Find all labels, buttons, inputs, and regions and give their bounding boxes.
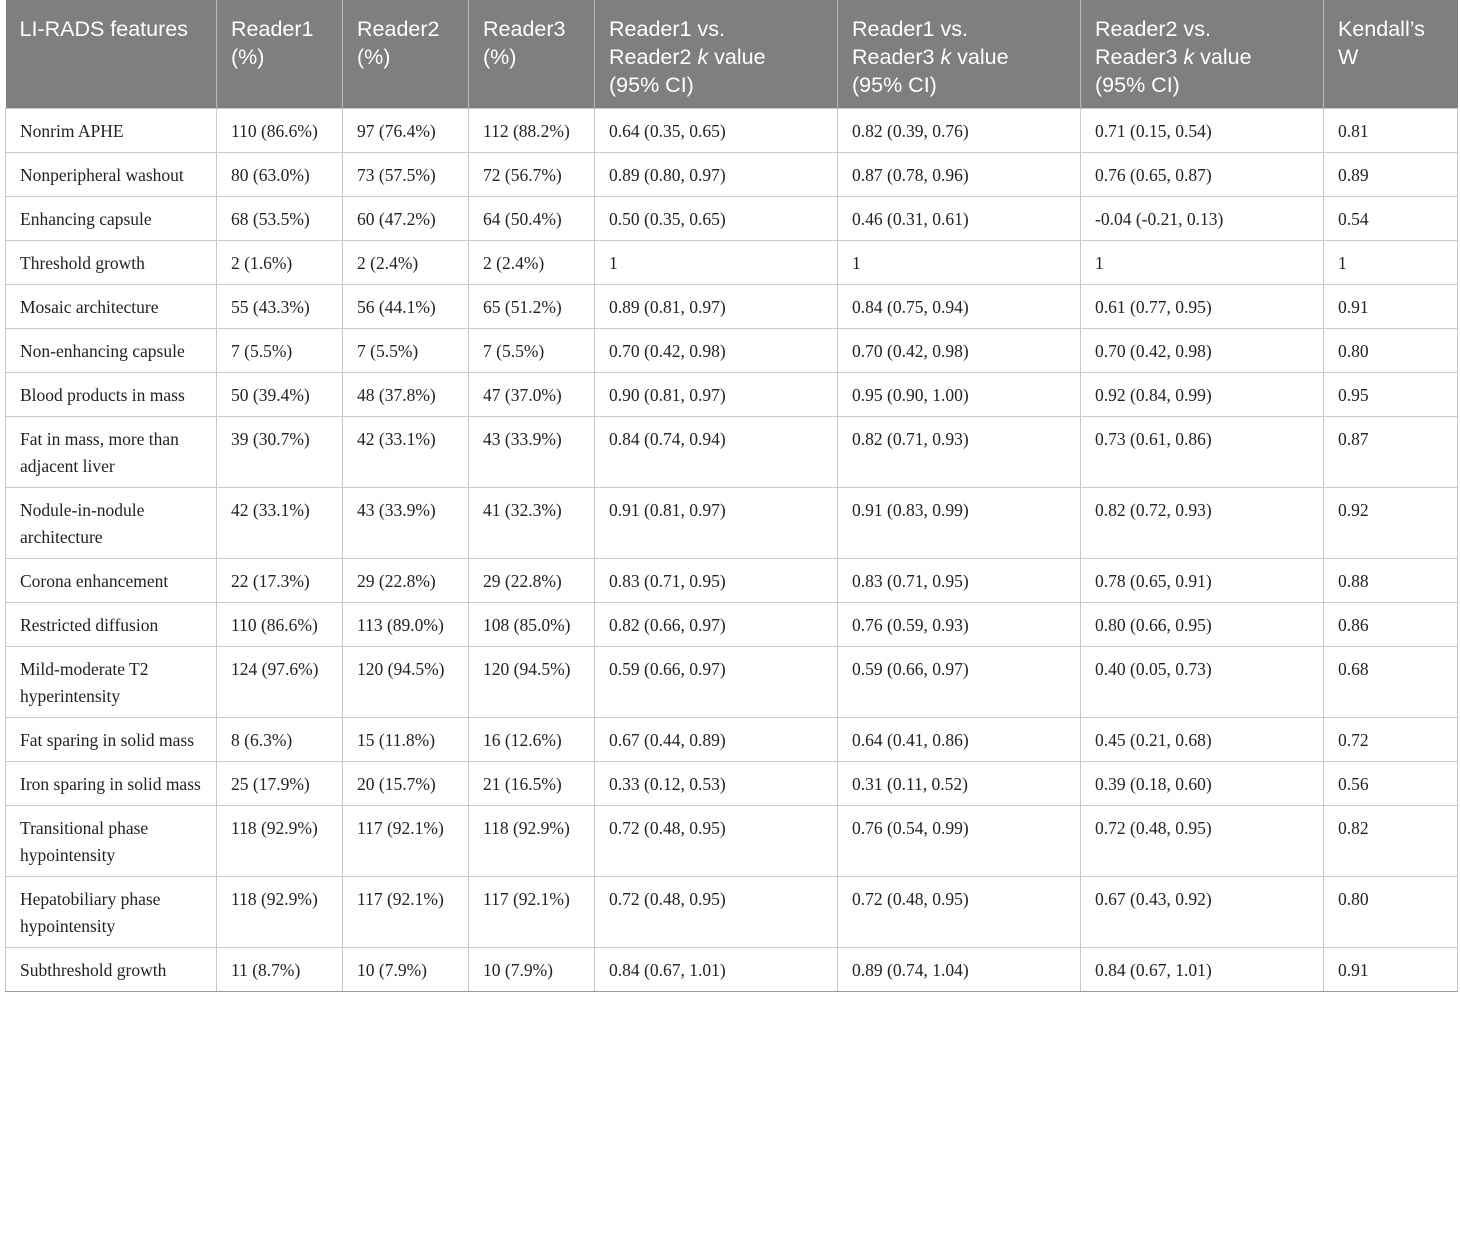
kappa-r1-r3-cell: 0.91 (0.83, 0.99) <box>838 488 1081 559</box>
kappa-r2-r3-cell: 0.78 (0.65, 0.91) <box>1081 559 1324 603</box>
feature-cell: Transitional phase hypointensity <box>6 806 217 877</box>
reader2-cell: 20 (15.7%) <box>343 762 469 806</box>
kappa-r1-r3-cell: 0.76 (0.54, 0.99) <box>838 806 1081 877</box>
reader2-cell: 10 (7.9%) <box>343 948 469 992</box>
table-row <box>6 153 1458 197</box>
feature-cell: Mosaic architecture <box>6 285 217 329</box>
kappa-r1-r2-cell: 1 <box>595 241 838 285</box>
kappa-r2-r3-cell: 0.80 (0.66, 0.95) <box>1081 603 1324 647</box>
reader2-cell: 7 (5.5%) <box>343 329 469 373</box>
header-reader2 <box>343 0 469 109</box>
reader1-cell: 7 (5.5%) <box>217 329 343 373</box>
reader3-cell: 47 (37.0%) <box>469 373 595 417</box>
kendalls-w-cell: 0.68 <box>1324 647 1458 718</box>
feature-cell: Corona enhancement <box>6 559 217 603</box>
reader3-cell: 117 (92.1%) <box>469 877 595 948</box>
reader3-cell: 112 (88.2%) <box>469 109 595 153</box>
feature-cell: Mild-moderate T2 hyperintensity <box>6 647 217 718</box>
kendalls-w-cell: 0.86 <box>1324 603 1458 647</box>
reader1-cell: 55 (43.3%) <box>217 285 343 329</box>
header-row <box>6 0 1458 109</box>
reader2-cell: 117 (92.1%) <box>343 806 469 877</box>
kendalls-w-cell: 0.80 <box>1324 877 1458 948</box>
table-body <box>6 109 1458 992</box>
table-row <box>6 373 1458 417</box>
kappa-r2-r3-cell: 0.67 (0.43, 0.92) <box>1081 877 1324 948</box>
kappa-r1-r2-cell: 0.33 (0.12, 0.53) <box>595 762 838 806</box>
header-text: value <box>708 45 766 69</box>
kappa-r1-r3-cell: 0.89 (0.74, 1.04) <box>838 948 1081 992</box>
kappa-r2-r3-cell: 1 <box>1081 241 1324 285</box>
kappa-r1-r3-cell: 0.84 (0.75, 0.94) <box>838 285 1081 329</box>
table-row <box>6 417 1458 488</box>
reader3-cell: 64 (50.4%) <box>469 197 595 241</box>
kappa-r1-r2-cell: 0.89 (0.81, 0.97) <box>595 285 838 329</box>
reader1-cell: 39 (30.7%) <box>217 417 343 488</box>
kappa-r1-r3-cell: 0.76 (0.59, 0.93) <box>838 603 1081 647</box>
kendalls-w-cell: 0.82 <box>1324 806 1458 877</box>
table-row <box>6 197 1458 241</box>
kappa-r2-r3-cell: 0.61 (0.77, 0.95) <box>1081 285 1324 329</box>
kappa-r2-r3-cell: 0.40 (0.05, 0.73) <box>1081 647 1324 718</box>
table-row <box>6 647 1458 718</box>
feature-cell: Fat sparing in solid mass <box>6 718 217 762</box>
reader1-cell: 50 (39.4%) <box>217 373 343 417</box>
header-reader3 <box>469 0 595 109</box>
kappa-r1-r3-cell: 0.46 (0.31, 0.61) <box>838 197 1081 241</box>
reader1-cell: 80 (63.0%) <box>217 153 343 197</box>
header-text: W <box>1338 45 1359 69</box>
header-text: Reader1 vs. <box>609 17 725 41</box>
kendalls-w-cell: 0.95 <box>1324 373 1458 417</box>
kappa-r1-r3-cell: 0.64 (0.41, 0.86) <box>838 718 1081 762</box>
feature-cell: Hepatobiliary phase hypointensity <box>6 877 217 948</box>
table-row <box>6 285 1458 329</box>
reader3-cell: 65 (51.2%) <box>469 285 595 329</box>
kendalls-w-cell: 0.81 <box>1324 109 1458 153</box>
header-li-rads-features <box>6 0 217 109</box>
header-text: (95% CI) <box>1095 73 1180 97</box>
header-text: (95% CI) <box>609 73 694 97</box>
kappa-r1-r3-cell: 0.31 (0.11, 0.52) <box>838 762 1081 806</box>
table-row <box>6 603 1458 647</box>
reader3-cell: 41 (32.3%) <box>469 488 595 559</box>
reader3-cell: 21 (16.5%) <box>469 762 595 806</box>
reader2-cell: 73 (57.5%) <box>343 153 469 197</box>
kappa-r1-r2-cell: 0.64 (0.35, 0.65) <box>595 109 838 153</box>
reader2-cell: 48 (37.8%) <box>343 373 469 417</box>
header-kappa-symbol: k <box>1183 45 1195 69</box>
kendalls-w-cell: 1 <box>1324 241 1458 285</box>
feature-cell: Blood products in mass <box>6 373 217 417</box>
header-text: value <box>1194 45 1252 69</box>
kappa-r1-r3-cell: 1 <box>838 241 1081 285</box>
kappa-r2-r3-cell: 0.39 (0.18, 0.60) <box>1081 762 1324 806</box>
reader1-cell: 118 (92.9%) <box>217 877 343 948</box>
reader2-cell: 43 (33.9%) <box>343 488 469 559</box>
kappa-r2-r3-cell: 0.82 (0.72, 0.93) <box>1081 488 1324 559</box>
table-header <box>6 0 1458 109</box>
kappa-r1-r3-cell: 0.72 (0.48, 0.95) <box>838 877 1081 948</box>
kappa-r2-r3-cell: 0.45 (0.21, 0.68) <box>1081 718 1324 762</box>
reader1-cell: 42 (33.1%) <box>217 488 343 559</box>
kappa-r1-r2-cell: 0.83 (0.71, 0.95) <box>595 559 838 603</box>
feature-cell: Threshold growth <box>6 241 217 285</box>
reader1-cell: 25 (17.9%) <box>217 762 343 806</box>
kappa-r1-r3-cell: 0.87 (0.78, 0.96) <box>838 153 1081 197</box>
reader2-cell: 117 (92.1%) <box>343 877 469 948</box>
table-row <box>6 806 1458 877</box>
reader2-cell: 56 (44.1%) <box>343 285 469 329</box>
header-text: Reader2 <box>357 17 440 41</box>
header-text: Reader2 <box>609 45 698 69</box>
reader2-cell: 120 (94.5%) <box>343 647 469 718</box>
kappa-r1-r2-cell: 0.72 (0.48, 0.95) <box>595 877 838 948</box>
kappa-r1-r3-cell: 0.95 (0.90, 1.00) <box>838 373 1081 417</box>
kappa-r2-r3-cell: 0.92 (0.84, 0.99) <box>1081 373 1324 417</box>
header-text: (%) <box>231 45 265 69</box>
kappa-r1-r2-cell: 0.67 (0.44, 0.89) <box>595 718 838 762</box>
header-kappa-symbol: k <box>697 45 709 69</box>
kappa-r1-r3-cell: 0.59 (0.66, 0.97) <box>838 647 1081 718</box>
kendalls-w-cell: 0.72 <box>1324 718 1458 762</box>
header-reader1-vs-reader3 <box>838 0 1081 109</box>
kappa-r2-r3-cell: 0.72 (0.48, 0.95) <box>1081 806 1324 877</box>
kappa-r1-r2-cell: 0.90 (0.81, 0.97) <box>595 373 838 417</box>
header-text: Reader2 vs. <box>1095 17 1211 41</box>
reader3-cell: 43 (33.9%) <box>469 417 595 488</box>
table-row <box>6 877 1458 948</box>
reader1-cell: 110 (86.6%) <box>217 603 343 647</box>
kendalls-w-cell: 0.89 <box>1324 153 1458 197</box>
kappa-r1-r3-cell: 0.82 (0.71, 0.93) <box>838 417 1081 488</box>
kendalls-w-cell: 0.91 <box>1324 285 1458 329</box>
kappa-r1-r3-cell: 0.70 (0.42, 0.98) <box>838 329 1081 373</box>
header-text: Kendall’s <box>1338 17 1425 41</box>
table-row <box>6 762 1458 806</box>
reader1-cell: 8 (6.3%) <box>217 718 343 762</box>
kappa-r1-r2-cell: 0.50 (0.35, 0.65) <box>595 197 838 241</box>
header-text: Reader3 <box>1095 45 1184 69</box>
header-text: (%) <box>357 45 391 69</box>
reader2-cell: 29 (22.8%) <box>343 559 469 603</box>
reader3-cell: 72 (56.7%) <box>469 153 595 197</box>
reader3-cell: 7 (5.5%) <box>469 329 595 373</box>
kappa-r2-r3-cell: 0.70 (0.42, 0.98) <box>1081 329 1324 373</box>
header-kendalls-w <box>1324 0 1458 109</box>
kendalls-w-cell: 0.87 <box>1324 417 1458 488</box>
kappa-r1-r3-cell: 0.83 (0.71, 0.95) <box>838 559 1081 603</box>
header-text: Reader1 <box>231 17 314 41</box>
kappa-r1-r2-cell: 0.91 (0.81, 0.97) <box>595 488 838 559</box>
li-rads-agreement-table <box>5 0 1458 992</box>
kappa-r2-r3-cell: 0.71 (0.15, 0.54) <box>1081 109 1324 153</box>
reader3-cell: 16 (12.6%) <box>469 718 595 762</box>
table-row <box>6 718 1458 762</box>
kappa-r2-r3-cell: 0.84 (0.67, 1.01) <box>1081 948 1324 992</box>
feature-cell: Nonperipheral washout <box>6 153 217 197</box>
feature-cell: Subthreshold growth <box>6 948 217 992</box>
reader1-cell: 22 (17.3%) <box>217 559 343 603</box>
reader2-cell: 113 (89.0%) <box>343 603 469 647</box>
feature-cell: Restricted diffusion <box>6 603 217 647</box>
table-row <box>6 488 1458 559</box>
kappa-r1-r2-cell: 0.89 (0.80, 0.97) <box>595 153 838 197</box>
reader1-cell: 68 (53.5%) <box>217 197 343 241</box>
reader3-cell: 120 (94.5%) <box>469 647 595 718</box>
kappa-r2-r3-cell: -0.04 (-0.21, 0.13) <box>1081 197 1324 241</box>
kappa-r1-r2-cell: 0.84 (0.67, 1.01) <box>595 948 838 992</box>
kendalls-w-cell: 0.91 <box>1324 948 1458 992</box>
feature-cell: Nonrim APHE <box>6 109 217 153</box>
reader3-cell: 10 (7.9%) <box>469 948 595 992</box>
feature-cell: Enhancing capsule <box>6 197 217 241</box>
kappa-r1-r2-cell: 0.84 (0.74, 0.94) <box>595 417 838 488</box>
header-text: LI-RADS features <box>19 17 188 41</box>
table-row <box>6 948 1458 992</box>
kappa-r2-r3-cell: 0.76 (0.65, 0.87) <box>1081 153 1324 197</box>
table-row <box>6 241 1458 285</box>
kendalls-w-cell: 0.92 <box>1324 488 1458 559</box>
kendalls-w-cell: 0.54 <box>1324 197 1458 241</box>
table-row <box>6 559 1458 603</box>
reader3-cell: 29 (22.8%) <box>469 559 595 603</box>
header-text: Reader3 <box>852 45 941 69</box>
reader1-cell: 11 (8.7%) <box>217 948 343 992</box>
feature-cell: Non-enhancing capsule <box>6 329 217 373</box>
header-reader1-vs-reader2 <box>595 0 838 109</box>
header-text: Reader3 <box>483 17 566 41</box>
header-text: (95% CI) <box>852 73 937 97</box>
reader2-cell: 60 (47.2%) <box>343 197 469 241</box>
kappa-r1-r2-cell: 0.72 (0.48, 0.95) <box>595 806 838 877</box>
kappa-r1-r3-cell: 0.82 (0.39, 0.76) <box>838 109 1081 153</box>
header-text: value <box>951 45 1009 69</box>
kappa-r1-r2-cell: 0.82 (0.66, 0.97) <box>595 603 838 647</box>
reader1-cell: 124 (97.6%) <box>217 647 343 718</box>
feature-cell: Nodule-in-nodule architecture <box>6 488 217 559</box>
kendalls-w-cell: 0.88 <box>1324 559 1458 603</box>
feature-cell: Fat in mass, more than adjacent liver <box>6 417 217 488</box>
reader3-cell: 108 (85.0%) <box>469 603 595 647</box>
header-text: (%) <box>483 45 517 69</box>
reader3-cell: 118 (92.9%) <box>469 806 595 877</box>
reader2-cell: 15 (11.8%) <box>343 718 469 762</box>
header-reader1 <box>217 0 343 109</box>
reader2-cell: 97 (76.4%) <box>343 109 469 153</box>
table-row <box>6 329 1458 373</box>
reader3-cell: 2 (2.4%) <box>469 241 595 285</box>
feature-cell: Iron sparing in solid mass <box>6 762 217 806</box>
kendalls-w-cell: 0.80 <box>1324 329 1458 373</box>
header-kappa-symbol: k <box>940 45 952 69</box>
reader1-cell: 2 (1.6%) <box>217 241 343 285</box>
table-row <box>6 109 1458 153</box>
reader2-cell: 2 (2.4%) <box>343 241 469 285</box>
reader2-cell: 42 (33.1%) <box>343 417 469 488</box>
kendalls-w-cell: 0.56 <box>1324 762 1458 806</box>
kappa-r1-r2-cell: 0.70 (0.42, 0.98) <box>595 329 838 373</box>
reader1-cell: 118 (92.9%) <box>217 806 343 877</box>
reader1-cell: 110 (86.6%) <box>217 109 343 153</box>
kappa-r1-r2-cell: 0.59 (0.66, 0.97) <box>595 647 838 718</box>
header-text: Reader1 vs. <box>852 17 968 41</box>
header-reader2-vs-reader3 <box>1081 0 1324 109</box>
kappa-r2-r3-cell: 0.73 (0.61, 0.86) <box>1081 417 1324 488</box>
